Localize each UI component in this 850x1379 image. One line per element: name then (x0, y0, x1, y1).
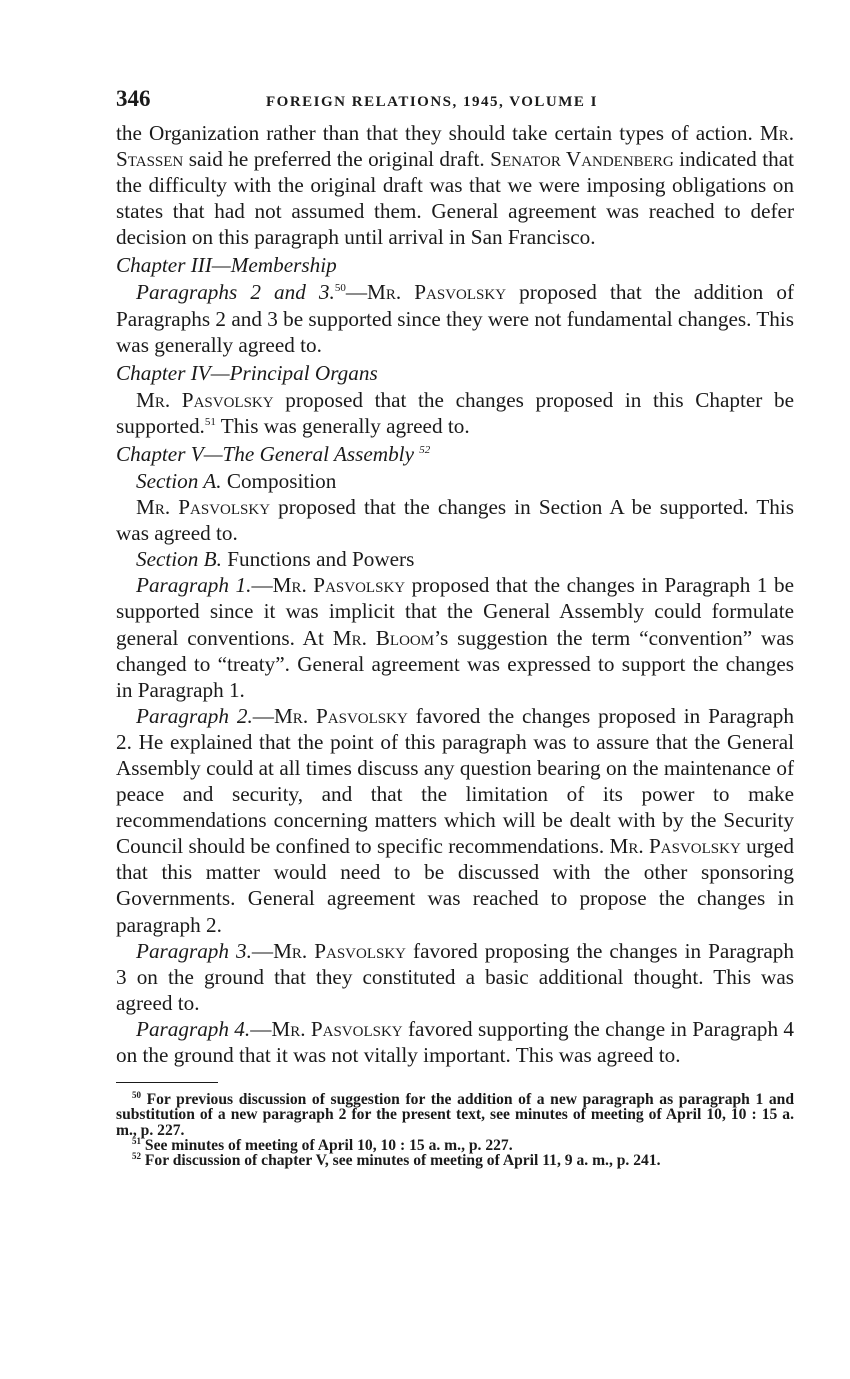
text-run: urged that this matter would need to be discussed with the other sponsoring Governments. General agreement was reached to propose the changes in paragraph 2. (116, 834, 795, 937)
speaker-name: Mr. Pasvolsky (273, 938, 407, 963)
text-run: ’s suggestion the term “convention” was changed to “treaty”. General agreement was expressed to support the changes in Paragraph 1. (116, 625, 794, 702)
speaker-name: Mr. Pasvolsky (136, 387, 274, 412)
text-run: favored supporting the change in Paragraph 4 on the ground that it was not vitally important. This was agreed to. (116, 1016, 794, 1067)
footnote-number: 51 (132, 1135, 141, 1146)
paragraph-label: Paragraph 3. (136, 938, 252, 963)
paragraph (116, 1016, 794, 1068)
paragraph (116, 279, 794, 357)
body-text (116, 120, 794, 1068)
footnote (116, 1135, 794, 1154)
footnote-ref: 50 (334, 282, 346, 295)
footnote-divider (116, 1082, 218, 1083)
text-run: the Organization rather than that they should take certain types of action. (116, 121, 760, 145)
speaker-name: Mr. Pasvolsky (609, 834, 741, 859)
paragraph (116, 572, 794, 702)
text-run: proposed that the addition of Paragraphs 2 and 3 be supported since they were not fundamental changes. This was generally agreed to. (116, 280, 795, 357)
page-header (116, 86, 794, 120)
dash: — (251, 938, 274, 963)
running-title: FOREIGN RELATIONS, 1945, VOLUME I (266, 94, 599, 110)
dash: — (345, 280, 368, 305)
speaker-name: Mr. Pasvolsky (272, 573, 406, 598)
footnote-ref: 52 (419, 443, 431, 456)
section-title: Composition (221, 468, 337, 493)
speaker-name: Mr. Pasvolsky (271, 1016, 403, 1041)
section-label: Section A. (136, 468, 222, 493)
paragraph-label: Paragraph 2. (136, 703, 253, 728)
dash: — (250, 1016, 272, 1041)
page-number: 346 (116, 86, 151, 111)
speaker-name: Mr. Pasvolsky (136, 495, 271, 520)
footnote-ref: 51 (204, 415, 216, 428)
footnote (116, 1089, 794, 1139)
text-run: This was generally agreed to. (215, 413, 470, 438)
chapter-heading (116, 440, 794, 468)
paragraph (116, 938, 794, 1016)
section-heading (116, 468, 794, 494)
speaker-name: Senator Vandenberg (490, 147, 674, 172)
speaker-name: Mr. Pasvolsky (273, 703, 408, 728)
dash: — (252, 703, 274, 728)
paragraph-label: Paragraph 1. (136, 573, 252, 598)
text-run: indicated that the difficulty with the original draft was that we were imposing obligations on states that had not assumed them. General agreement was reached to defer decision on this paragraph until arrival in San Francisco. (116, 147, 794, 250)
paragraph (116, 387, 794, 439)
speaker-name: Mr. Pasvolsky (367, 280, 507, 305)
paragraph (116, 494, 794, 546)
footnote-number: 50 (132, 1089, 141, 1100)
chapter-heading: Chapter IV—Principal Organs (116, 360, 378, 385)
footnotes (116, 1089, 794, 1169)
text-run: proposed that the changes in Section A be supported. This was agreed to. (116, 495, 794, 546)
footnote-text: See minutes of meeting of April 10, 10 : 15 a. m., p. 227. (141, 1136, 513, 1154)
section-title: Functions and Powers (221, 547, 415, 572)
heading-text: Chapter V—The General Assembly (116, 441, 414, 466)
section-heading (116, 546, 794, 572)
speaker-name: Mr. Bloom (332, 625, 435, 650)
text-run: favored proposing the changes in Paragraph 3 on the ground that they constituted a basic additional thought. This was agreed to. (116, 938, 794, 1015)
section-label: Section B. (136, 547, 222, 572)
dash: — (251, 573, 273, 598)
paragraph-label: Paragraphs 2 and 3. (136, 280, 335, 305)
chapter-heading: Chapter III—Membership (116, 253, 337, 278)
continued-paragraph (116, 120, 794, 250)
document-page (116, 86, 794, 1168)
footnote-number: 52 (132, 1150, 141, 1161)
text-run: said he preferred the original draft. (183, 147, 491, 172)
footnote (116, 1150, 794, 1169)
text-run: favored the changes proposed in Paragraph 2. He explained that the point of this paragraph was to assure that the General Assembly could at all times discuss any question bearing on the maintenance of peace and security, and that the limitation of its power to make recommendations concerning matters which will be dealt with by the Security Council should be confined to specific recommendations. (116, 703, 794, 859)
paragraph-label: Paragraph 4. (136, 1016, 251, 1041)
text-run: proposed that the changes proposed in this Chapter be supported. (116, 387, 795, 438)
speaker-name: Mr. Stassen (116, 121, 794, 172)
footnote-text: For discussion of chapter V, see minutes of meeting of April 11, 9 a. m., p. 241. (141, 1151, 661, 1169)
footnote-text: For previous discussion of suggestion for the addition of a new paragraph as paragraph 1 and substitution of a new paragraph 2 for the present text, see minutes of meeting of April 10, 10 : 15 a. m., p. 227. (116, 1091, 794, 1139)
text-run: proposed that the changes in Paragraph 1 be supported since it was implicit that the General Assembly could formulate general conventions. At (116, 573, 794, 650)
paragraph (116, 703, 794, 938)
